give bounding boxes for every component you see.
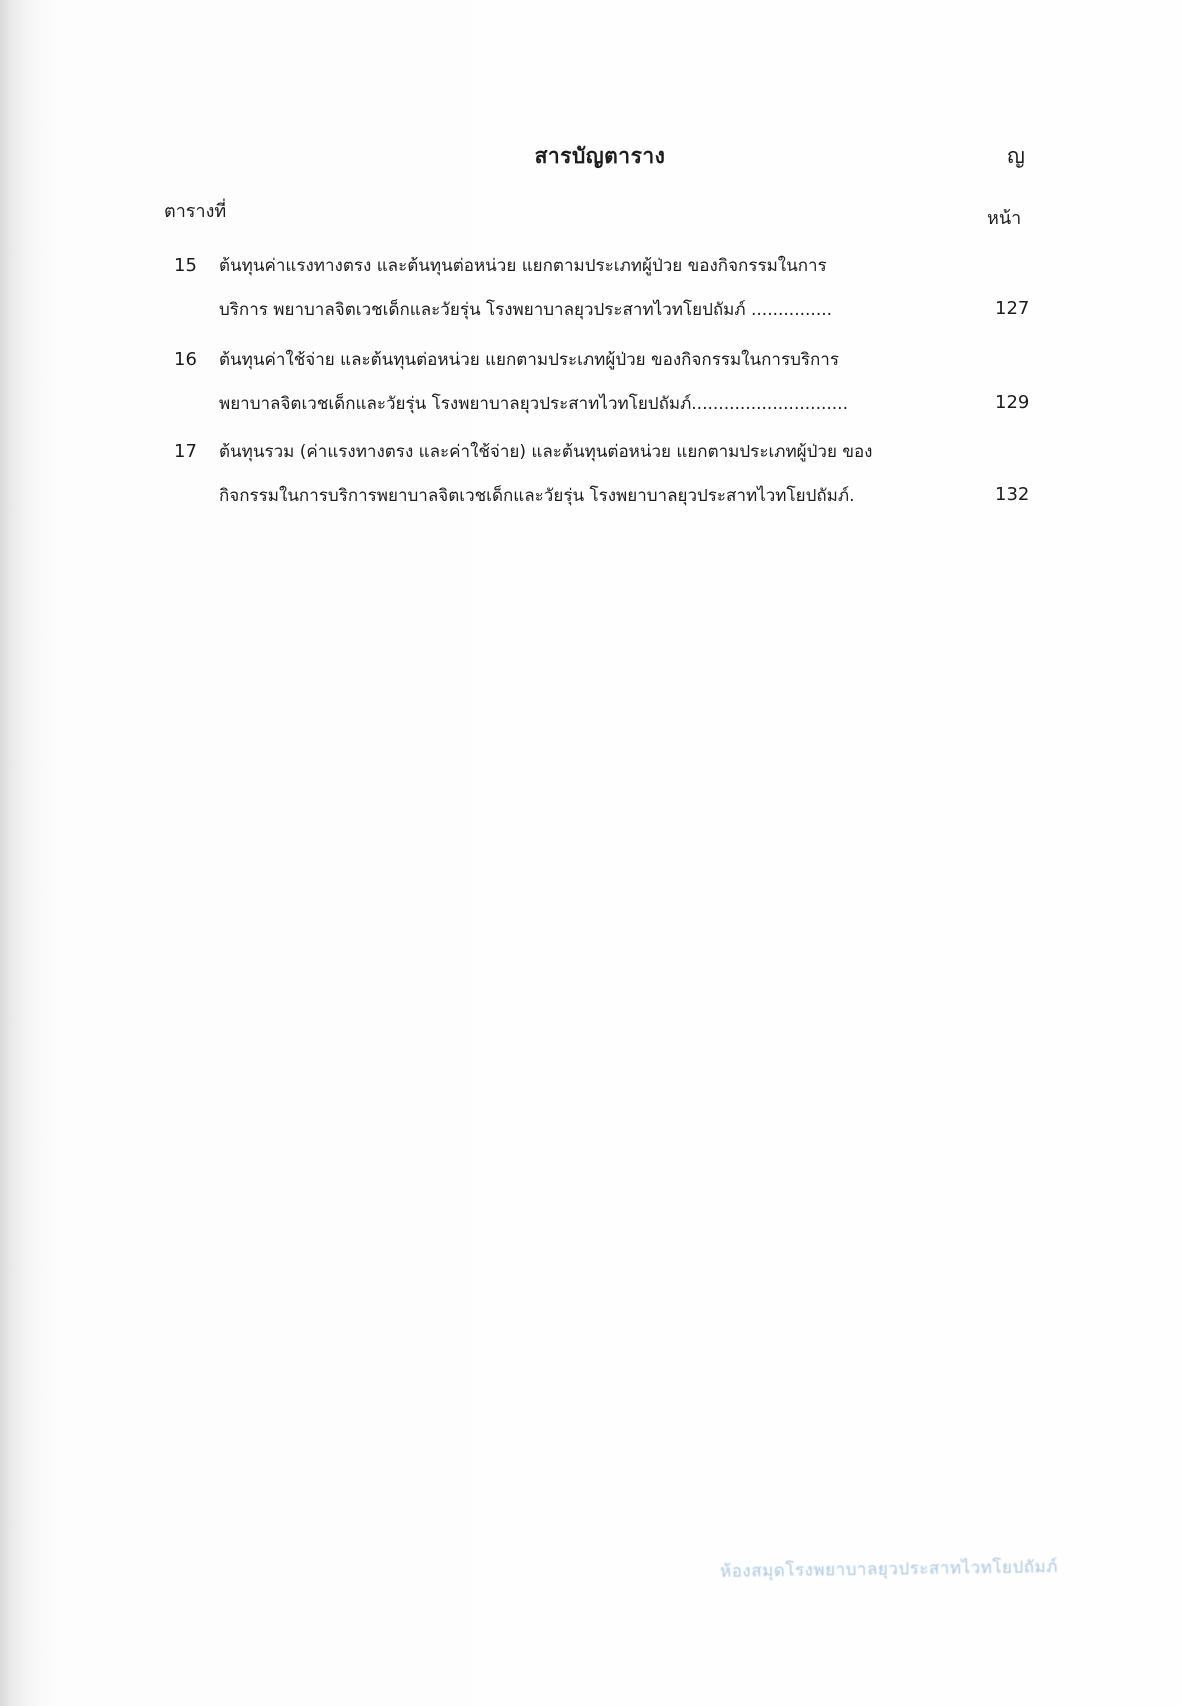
entry-title-line-2: กิจกรรมในการบริการพยาบาลจิตเวชเด็กและวัยรุ่น โรงพยาบาลยุวประสาทไวทโยปถัมภ์.: [219, 486, 855, 506]
entry-number: 17: [174, 441, 197, 462]
column-label-table-number: ตารางที่: [164, 201, 227, 222]
entry-page-number: 127: [995, 298, 1030, 319]
entry-title-line-1: ต้นทุนค่าแรงทางตรง และต้นทุนต่อหน่วย แยกตามประเภทผู้ป่วย ของกิจกรรมในการ: [219, 256, 827, 276]
entry-page-number: 129: [995, 392, 1030, 413]
entry-title-line-1: ต้นทุนค่าใช้จ่าย และต้นทุนต่อหน่วย แยกตามประเภทผู้ป่วย ของกิจกรรมในการบริการ: [219, 350, 839, 370]
entry-page-number: 132: [995, 484, 1030, 505]
entry-number: 15: [174, 255, 197, 276]
library-stamp: ห้องสมุดโรงพยาบาลยุวประสาทไวทโยปถัมภ์: [719, 1557, 1059, 1582]
entry-number: 16: [174, 349, 197, 370]
page-title: สารบัญตาราง: [534, 144, 666, 168]
entry-title-line-2: พยาบาลจิตเวชเด็กและวัยรุ่น โรงพยาบาลยุวประสาทไวทโยปถัมภ์.............................: [219, 394, 848, 414]
entry-title-line-1: ต้นทุนรวม (ค่าแรงทางตรง และค่าใช้จ่าย) และต้นทุนต่อหน่วย แยกตามประเภทผู้ป่วย ของ: [219, 442, 873, 462]
page-number: ญ: [1007, 144, 1025, 168]
column-label-page: หน้า: [987, 208, 1022, 229]
entry-title-line-2: บริการ พยาบาลจิตเวชเด็กและวัยรุ่น โรงพยาบาลยุวประสาทไวทโยปถัมภ์ ...............: [219, 300, 833, 320]
